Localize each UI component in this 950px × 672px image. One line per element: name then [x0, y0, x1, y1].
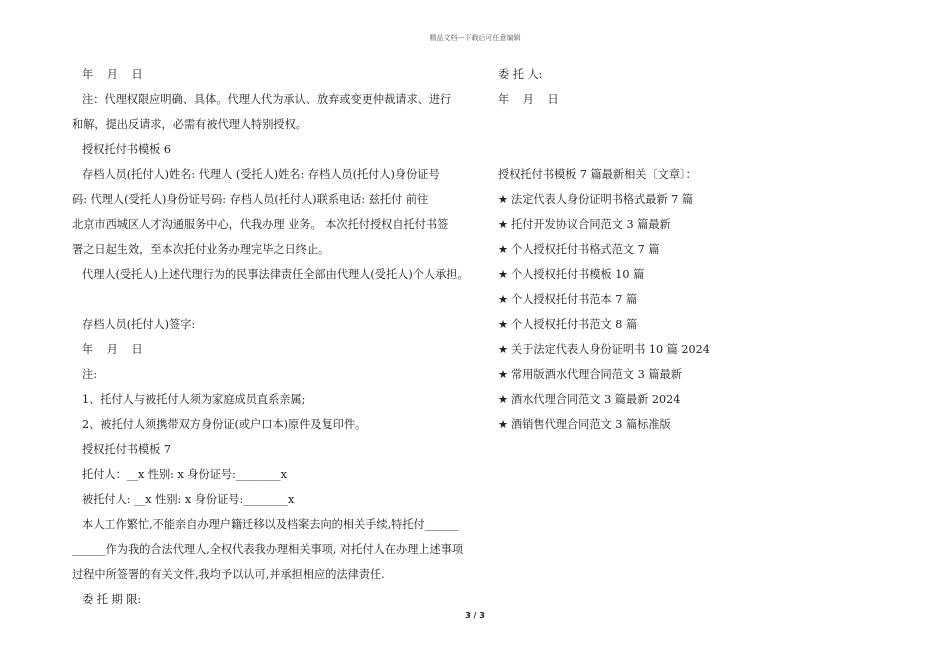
date-line: 年 月 日 [82, 68, 148, 81]
page-header: 精品文档---下载后可任意编辑 [429, 34, 521, 42]
note-item-1: 1、托付人与被托付人须为家庭成员直系亲属; [82, 393, 306, 406]
paragraph-line: ______作为我的合法代理人,全权代表我办理相关事项, 对托付人在办理上述事项 [72, 543, 464, 556]
related-article-label: 个人授权托付书模板 10 篇 [511, 268, 645, 281]
right-column [498, 62, 798, 437]
related-article-label: 常用版酒水代理合同范文 3 篇最新 [511, 368, 682, 381]
paragraph-line: 署之日起生效，至本次托付业务办理完毕之日终止。 [72, 243, 330, 256]
principal-info-line: 托付人：__x 性别: x 身份证号:________x [82, 468, 287, 481]
section-title-template-6: 授权托付书模板 6 [82, 143, 171, 156]
paragraph-line: 码: 代理人(受托人)身份证号码: 存档人员(托付人)联系电话: 兹托付 前往 [72, 193, 429, 206]
star-icon: ★ [498, 318, 509, 331]
principal-signature-line: 委 托 人: [498, 68, 543, 81]
related-article-link[interactable] [498, 237, 798, 262]
section-title-template-7: 授权托付书模板 7 [82, 443, 171, 456]
related-article-link[interactable] [498, 287, 798, 312]
paragraph-line: 存档人员(托付人)姓名: 代理人 (受托人)姓名: 存档人员(托付人)身份证号 [82, 168, 440, 181]
related-article-label: 个人授权托付书格式范文 7 篇 [511, 243, 660, 256]
note-label: 注: [82, 368, 97, 381]
related-article-link[interactable] [498, 312, 798, 337]
related-article-label: 法定代表人身份证明书格式最新 7 篇 [511, 193, 694, 206]
paragraph-line: 本人工作繁忙,不能亲自办理户籍迁移以及档案去向的相关手续,特托付______ [82, 518, 459, 531]
related-articles-title: 授权托付书模板 7 篇最新相关〔文章〕： [498, 168, 697, 181]
signature-line: 存档人员(托付人)签字: [82, 318, 196, 331]
spacer [498, 112, 798, 137]
star-icon: ★ [498, 293, 509, 306]
date-line: 年 月 日 [498, 93, 564, 106]
left-column [72, 62, 472, 612]
paragraph-line: 北京市西城区人才沟通服务中心，代我办理 业务。 本次托付授权自托付书签 [72, 218, 449, 231]
related-article-link[interactable] [498, 362, 798, 387]
related-article-link[interactable] [498, 337, 798, 362]
spacer [498, 137, 798, 162]
note-item-2: 2、被托付人须携带双方身份证(或户口本)原件及复印件。 [82, 418, 367, 431]
star-icon: ★ [498, 268, 509, 281]
term-line: 委 托 期 限: [82, 593, 142, 606]
page-number: 3 / 3 [465, 611, 485, 620]
related-article-link[interactable] [498, 262, 798, 287]
related-article-label: 关于法定代表人身份证明书 10 篇 2024 [511, 343, 710, 356]
related-article-label: 酒销售代理合同范文 3 篇标准版 [511, 418, 671, 431]
note-line-2: 和解，提出反请求，必需有被代理人特别授权。 [72, 118, 307, 131]
related-article-label: 托付开发协议合同范文 3 篇最新 [511, 218, 671, 231]
star-icon: ★ [498, 393, 509, 406]
related-article-link[interactable] [498, 387, 798, 412]
star-icon: ★ [498, 343, 509, 356]
star-icon: ★ [498, 243, 509, 256]
star-icon: ★ [498, 193, 509, 206]
related-article-link[interactable] [498, 187, 798, 212]
note-line-1: 注：代理权限应明确、具体。代理人代为承认、放弃或变更仲裁请求、进行 [82, 93, 452, 106]
related-article-label: 个人授权托付书范文 8 篇 [511, 318, 638, 331]
related-article-label: 酒水代理合同范文 3 篇最新 2024 [511, 393, 681, 406]
star-icon: ★ [498, 368, 509, 381]
paragraph-line: 过程中所签署的有关文件,我均予以认可,并承担相应的法律责任. [72, 568, 385, 581]
date-line: 年 月 日 [82, 343, 148, 356]
agent-info-line: 被托付人: __x 性别: x 身份证号:________x [82, 493, 295, 506]
star-icon: ★ [498, 418, 509, 431]
liability-line: 代理人(受托人)上述代理行为的民事法律责任全部由代理人(受托人)个人承担。 [82, 268, 469, 281]
related-article-link[interactable] [498, 212, 798, 237]
spacer [72, 287, 472, 312]
star-icon: ★ [498, 218, 509, 231]
related-article-link[interactable] [498, 412, 798, 437]
related-article-label: 个人授权托付书范本 7 篇 [511, 293, 638, 306]
